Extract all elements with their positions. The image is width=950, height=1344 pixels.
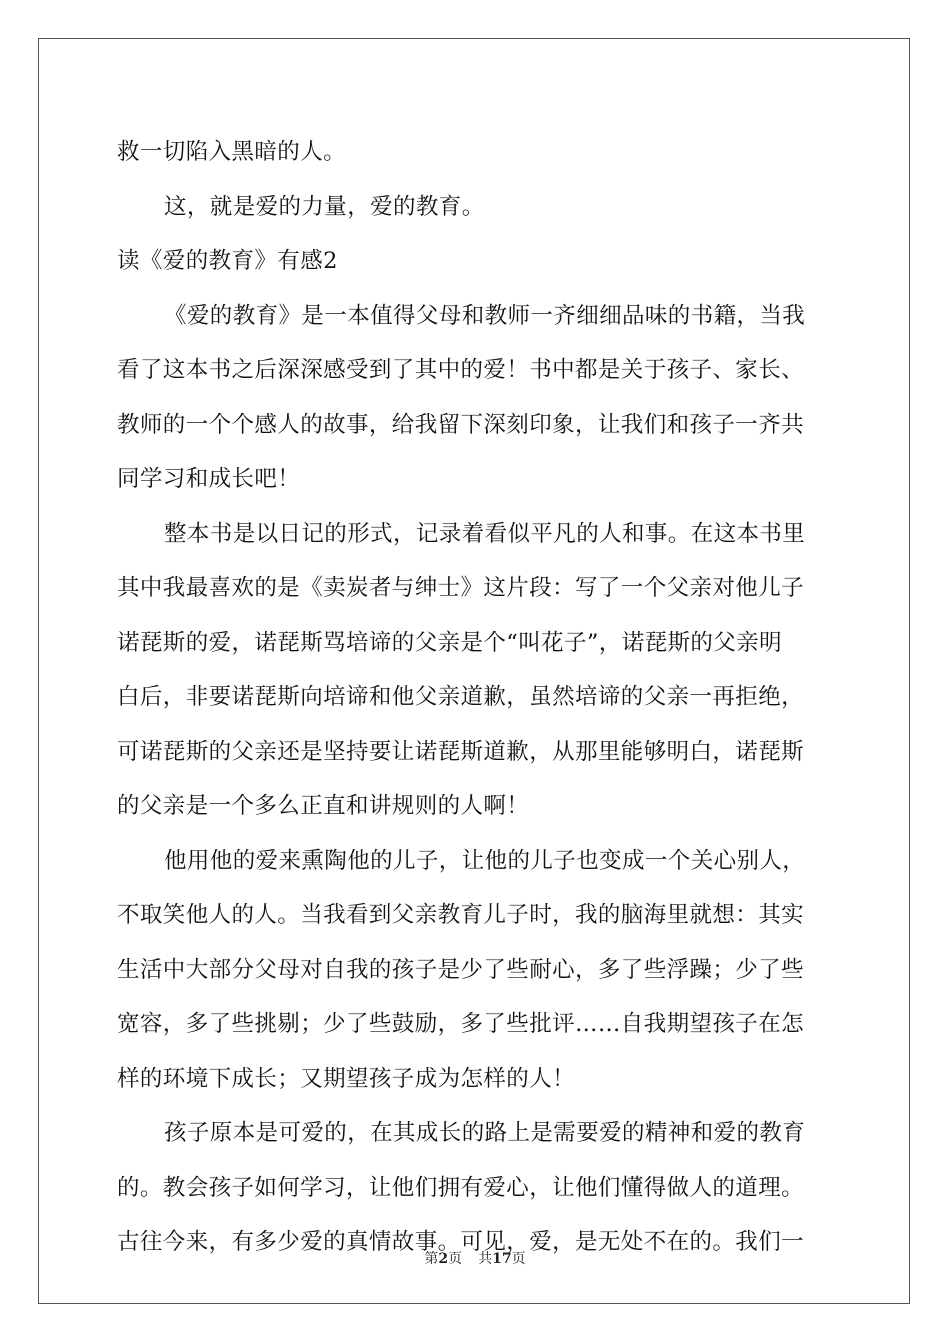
text-line: 白后，非要诺琵斯向培谛和他父亲道歉，虽然培谛的父亲一再拒绝，	[117, 684, 805, 710]
text-line: 《爱的教育》是一本值得父母和教师一齐细细品味的书籍，当我	[164, 302, 806, 329]
text-line: 孩子原本是可爱的，在其成长的路上是需要爱的精神和爱的教育	[164, 1120, 806, 1146]
total-prefix: 共	[478, 1251, 493, 1267]
section-heading: 读《爱的教育》有感2	[117, 248, 338, 274]
text-line: 的。教会孩子如何学习，让他们拥有爱心，让他们懂得做人的道理。	[117, 1174, 805, 1201]
text-line: 看了这本书之后深深感受到了其中的爱！书中都是关于孩子、家长、	[117, 357, 805, 383]
page-prefix: 第	[424, 1251, 439, 1267]
text-line: 的父亲是一个多么正直和讲规则的人啊！	[117, 793, 530, 819]
text-line: 同学习和成长吧！	[117, 466, 301, 492]
text-line: 古往今来，有多少爱的真情故事。可见，爱，是无处不在的。我们一	[117, 1229, 805, 1255]
total-suffix: 页	[511, 1251, 526, 1267]
text-line: 这，就是爱的力量，爱的教育。	[164, 193, 485, 220]
text-line: 宽容，多了些挑剔；少了些鼓励，多了些批评……自我期望孩子在怎	[117, 1011, 805, 1037]
text-line: 可诺琵斯的父亲还是坚持要让诺琵斯道歉，从那里能够明白，诺琵斯	[117, 738, 805, 765]
current-page-number: 2	[438, 1251, 449, 1267]
text-line: 不取笑他人的人。当我看到父亲教育儿子时，我的脑海里就想：其实	[117, 902, 805, 928]
text-line: 其中我最喜欢的是《卖炭者与绅士》这片段：写了一个父亲对他儿子	[117, 575, 805, 601]
text-line: 整本书是以日记的形式，记录着看似平凡的人和事。在这本书里	[164, 520, 806, 547]
text-line: 教师的一个个感人的故事，给我留下深刻印象，让我们和孩子一齐共	[117, 411, 805, 438]
page-suffix: 页	[448, 1251, 463, 1267]
text-line: 诺琵斯的爱，诺琵斯骂培谛的父亲是个“叫花子”，诺琵斯的父亲明	[117, 629, 783, 656]
document-body	[117, 125, 833, 1270]
total-page-number: 17	[492, 1251, 512, 1267]
page-footer	[0, 1248, 950, 1268]
text-line: 生活中大部分父母对自我的孩子是少了些耐心，多了些浮躁；少了些	[117, 956, 805, 983]
text-line: 救一切陷入黑暗的人。	[117, 139, 347, 165]
text-line: 样的环境下成长；又期望孩子成为怎样的人！	[117, 1065, 576, 1092]
text-line: 他用他的爱来熏陶他的儿子，让他的儿子也变成一个关心别人，	[164, 847, 806, 874]
